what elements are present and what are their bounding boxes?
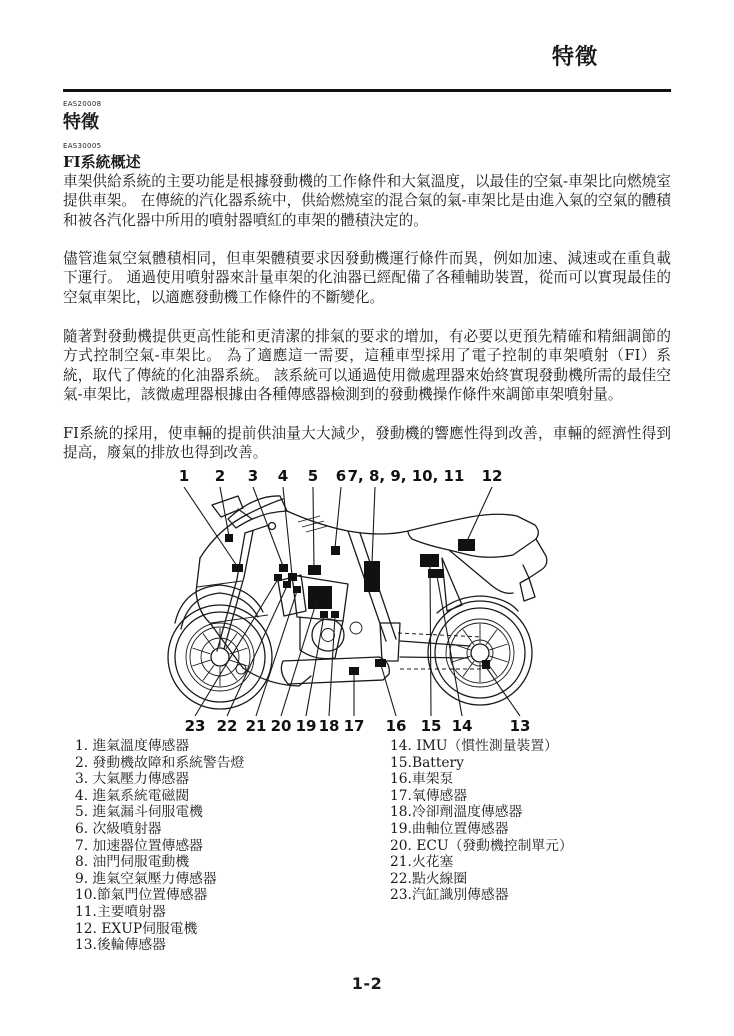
legend-item: 22.點火線圈	[390, 870, 468, 887]
callout-number: 12	[481, 467, 503, 485]
body-paragraph: FI系統的採用，使車輛的提前供油量大大減少，發動機的響應性得到改善，車輛的經濟性得到提高，廢氣的排放也得到改善。	[63, 425, 671, 462]
section-code: EAS20008	[63, 100, 102, 108]
legend-item: 16.車架泵	[390, 771, 454, 788]
legend-item: 12. EXUP伺服電機	[75, 920, 198, 937]
legend-item: 15.Battery	[390, 754, 464, 771]
legend-item: 3. 大氣壓力傳感器	[75, 771, 190, 788]
legend-column-left	[75, 738, 244, 954]
callout-number: 6	[335, 467, 347, 485]
legend-item: 14. IMU（慣性測量裝置）	[390, 738, 558, 754]
callout-number: 23	[184, 717, 206, 735]
callout-number: 19	[295, 717, 317, 735]
rear-wheel	[428, 601, 532, 705]
legend-item: 11.主要噴射器	[75, 903, 166, 920]
body-paragraph: 車架供給系統的主要功能是根據發動機的工作條件和大氣溫度，以最佳的空氣-車架比向燃燒室提供車架。 在傳統的汽化器系統中，供給燃燒室的混合氣的氣-車架比是由進入氣的空氣的體積和被各汽化器中所用的噴射器噴紅的車架的體積決定的。	[63, 173, 671, 229]
subsection-title: FI系統概述	[63, 153, 141, 171]
callout-number-group: 7, 8, 9, 10, 11	[347, 467, 465, 485]
legend-item: 2. 發動機故障和系統警告燈	[75, 754, 245, 771]
legend-item: 18.冷卻劑溫度傳感器	[390, 804, 523, 821]
legend-item: 17.氧傳感器	[390, 787, 468, 804]
legend-item: 4. 進氣系統電磁閥	[75, 787, 190, 804]
callout-numbers-top	[179, 467, 503, 485]
legend-item: 13.後輪傳感器	[75, 937, 166, 954]
legend-item: 23.汽缸識別傳感器	[390, 887, 509, 904]
legend-item: 7. 加速器位置傳感器	[75, 837, 203, 854]
legend-item: 6. 次級噴射器	[75, 820, 162, 837]
legend-item: 20. ECU（發動機控制單元）	[390, 837, 573, 854]
body-paragraph: 隨著對發動機提供更高性能和更清潔的排氣的要求的增加，有必要以更預先精確和精細調節的方式控制空氣-車架比。 為了適應這一需要，這種車型採用了電子控制的車架噴射（FI）系統，取代了傳統的化油器系統。 該系統可以通過使用微處理器來始終實現發動機所需的最佳空氣-車架比，該微處理器根據由各種傳感器檢測到的發動機操作條件來調節車架噴射量。	[63, 328, 671, 404]
callout-number: 13	[509, 717, 531, 735]
callout-number: 20	[270, 717, 292, 735]
callout-number: 5	[307, 467, 319, 485]
legend-item: 10.節氣門位置傳感器	[75, 887, 208, 904]
header-rule	[63, 89, 671, 92]
body-paragraph: 儘管進氣空氣體積相同，但車架體積要求因發動機運行條件而異，例如加速、減速或在重負載下運行。 通過使用噴射器來計量車架的化油器已經配備了各種輔助裝置，從而可以實現最佳的空氣車架比，以適應發動機工作條件的不斷變化。	[63, 250, 671, 306]
legend-item: 19.曲軸位置傳感器	[390, 820, 509, 837]
running-header: 特徵	[551, 44, 598, 70]
callout-number: 4	[277, 467, 289, 485]
callout-numbers-bottom	[185, 717, 531, 735]
callout-number: 2	[214, 467, 226, 485]
motorcycle-fi-diagram	[150, 465, 590, 737]
callout-number: 15	[420, 717, 442, 735]
page-number: 1-2	[351, 974, 383, 993]
section-title: 特徵	[63, 112, 99, 133]
callout-number: 22	[216, 717, 238, 735]
legend-column-right	[390, 738, 573, 904]
callout-number: 1	[178, 467, 190, 485]
subsection-code: EAS30005	[63, 142, 102, 150]
callout-number: 21	[245, 717, 267, 735]
callout-number: 3	[247, 467, 259, 485]
callout-number: 16	[385, 717, 407, 735]
callout-number: 17	[343, 717, 365, 735]
legend-item: 9. 進氣空氣壓力傳感器	[75, 870, 217, 887]
legend-item: 21.火花塞	[390, 854, 454, 871]
callout-number: 14	[451, 717, 473, 735]
callout-number: 18	[318, 717, 340, 735]
legend-item: 1. 進氣溫度傳感器	[75, 738, 190, 754]
legend-item: 8. 油門伺服電動機	[75, 854, 190, 871]
legend-item: 5. 進氣漏斗伺服電機	[75, 804, 203, 821]
